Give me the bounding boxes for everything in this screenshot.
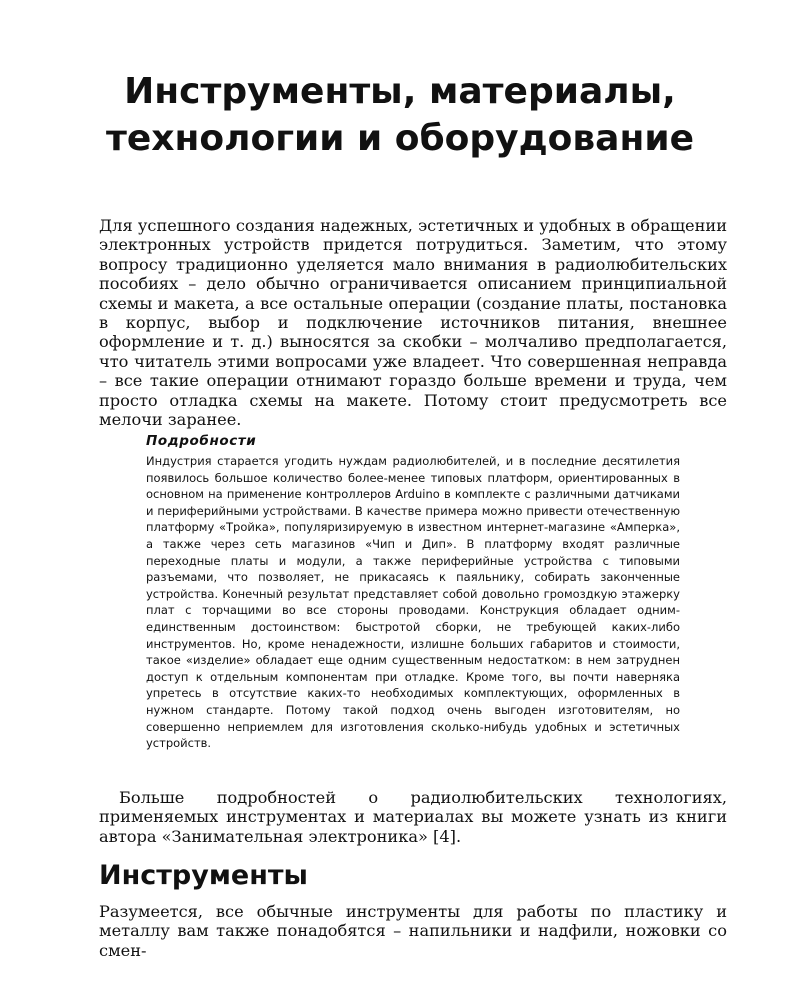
chapter-title: [60, 68, 740, 162]
details-sidebar: [146, 432, 680, 752]
intro-paragraph: Для успешного создания надежных, эстетичных и удобных в обращении электронных устройств придется потрудиться. Заметим, что этому вопросу традиционно уделяется мало внимания в радиолюбительских пособиях – дело обычно ограничивается описанием принципиальной схемы и макета, а все остальные операции (создание платы, постановка в корпус, выбор и подключение источников питания, внешнее оформление и т. д.) выносятся за скобки – молчаливо предполагается, что читатель этими вопросами уже владеет. Что совершенная неправда – все такие операции отнимают гораздо больше времени и труда, чем просто отладка схемы на макете. Потому стоит предусмотреть все мелочи заранее.: [99, 216, 727, 430]
chapter-title-line-2: технологии и оборудование: [106, 118, 694, 160]
more-info-paragraph: Больше подробностей о радиолюбительских технологиях, применяемых инструментах и материалах вы можете узнать из книги автора «Занимательная электроника» [4].: [99, 788, 727, 846]
section-paragraph: Разумеется, все обычные инструменты для работы по пластику и металлу вам также понадобятся – напильники и надфили, ножовки со смен-: [99, 902, 727, 960]
chapter-title-line-1: Инструменты, материалы,: [124, 71, 676, 113]
details-text: Индустрия старается угодить нуждам радиолюбителей, и в последние десятилетия появилось большое количество более-менее типовых платформ, ориентированных в основном на применение контроллеров Arduino в комплекте с различными датчиками и периферийными устройствами. В качестве примера можно привести отечественную платформу «Тройка», популяризируемую в известном интернет-магазине «Амперка», а также через сеть магазинов «Чип и Дип». В платформу входят различные переходные платы и модули, а также периферийные устройства с типовыми разъемами, что позволяет, не прикасаясь к паяльнику, собирать законченные устройства. Конечный результат представляет собой довольно громоздкую этажерку плат с торчащими во все стороны проводами. Конструкция обладает одним-единственным достоинством: быстротой сборки, не требующей каких-либо инструментов. Но, кроме ненадежности, излишне больших габаритов и стоимости, такое «изделие» обладает еще одним существенным недостатком: в нем затруднен доступ к отдельным компонентам при отладке. Кроме того, вы почти наверняка упретесь в отсутствие каких-то необходимых комплектующих, оформленных в нужном стандарте. Потому такой подход очень выгоден изготовителям, но совершенно неприемлем для изготовления сколько-нибудь удобных и эстетичных устройств.: [146, 454, 680, 751]
section-heading: Инструменты: [99, 860, 308, 891]
details-title: Подробности: [146, 433, 257, 449]
